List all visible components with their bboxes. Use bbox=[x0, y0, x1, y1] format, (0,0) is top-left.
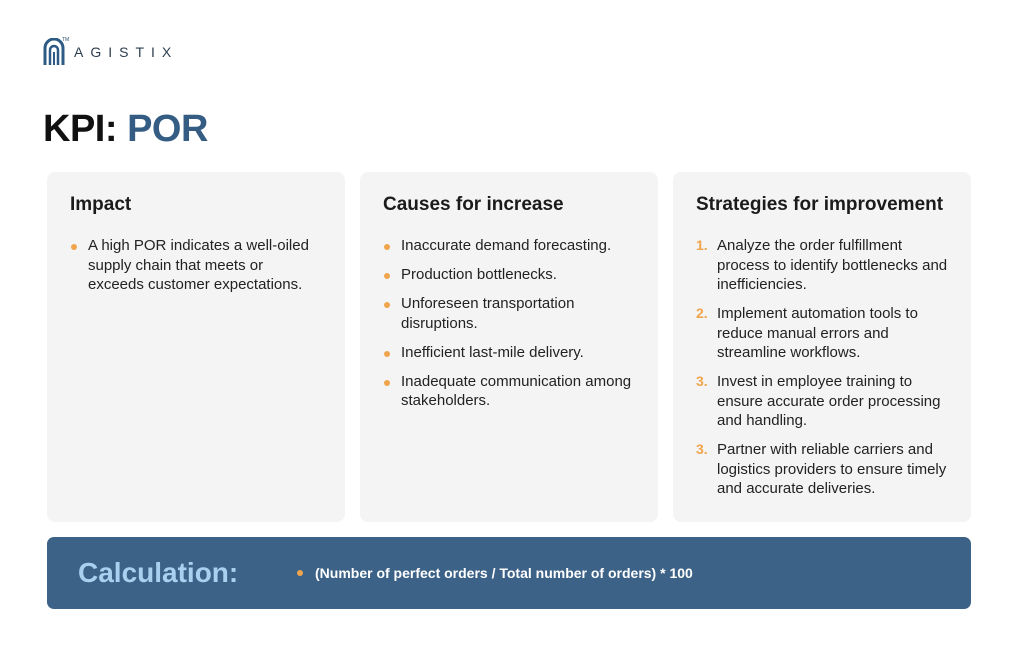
causes-list bbox=[383, 236, 636, 411]
calculation-banner bbox=[47, 537, 971, 609]
causes-heading: Causes for increase bbox=[383, 194, 564, 215]
strategies-card bbox=[673, 172, 971, 522]
agistix-logo bbox=[42, 38, 178, 66]
list-item-text: Partner with reliable carriers and logistics providers to ensure timely and accurate deliveries. bbox=[717, 441, 947, 497]
bullet-dot-icon bbox=[384, 380, 390, 386]
page-title bbox=[43, 108, 208, 151]
list-item bbox=[696, 372, 949, 431]
strategies-heading: Strategies for improvement bbox=[696, 194, 944, 215]
bullet-dot-icon bbox=[384, 302, 390, 308]
list-item-text: Inadequate communication among stakeholders. bbox=[401, 372, 632, 409]
list-item-text: Analyze the order fulfillment process to identify bottlenecks and inefficiencies. bbox=[717, 237, 948, 293]
list-item-text: Invest in employee training to ensure accurate order processing and handling. bbox=[717, 373, 941, 429]
list-item bbox=[696, 236, 949, 295]
bullet-dot-icon bbox=[71, 244, 77, 250]
title-highlight: POR bbox=[127, 108, 208, 150]
title-prefix: KPI: bbox=[43, 108, 117, 150]
bullet-dot-icon bbox=[384, 244, 390, 250]
agistix-logo-mark-icon bbox=[42, 37, 70, 66]
list-item bbox=[383, 265, 636, 285]
list-item-number: 1. bbox=[696, 237, 708, 253]
list-item bbox=[70, 236, 323, 295]
list-item-text: Unforeseen transportation disruptions. bbox=[401, 295, 575, 332]
bullet-dot-icon bbox=[384, 351, 390, 357]
calculation-formula-text: (Number of perfect orders / Total number of orders) * 100 bbox=[315, 565, 693, 581]
list-item bbox=[383, 294, 636, 333]
bullet-dot-icon bbox=[297, 570, 303, 576]
list-item bbox=[383, 343, 636, 363]
impact-heading: Impact bbox=[70, 194, 132, 215]
list-item bbox=[696, 440, 949, 499]
list-item bbox=[696, 304, 949, 363]
list-item-text: Inaccurate demand forecasting. bbox=[401, 237, 612, 254]
list-item-text: A high POR indicates a well-oiled supply chain that meets or exceeds customer expectations. bbox=[88, 237, 309, 293]
list-item-text: Inefficient last-mile delivery. bbox=[401, 343, 584, 361]
list-item bbox=[383, 236, 636, 256]
logo-trademark: TM bbox=[62, 37, 70, 43]
list-item-text: Implement automation tools to reduce manual errors and streamline workflows. bbox=[717, 305, 918, 361]
list-item bbox=[383, 372, 636, 411]
list-item-number: 3. bbox=[696, 373, 708, 389]
calculation-label: Calculation: bbox=[78, 557, 239, 588]
calculation-formula bbox=[297, 565, 693, 581]
list-item-number: 2. bbox=[696, 305, 708, 321]
list-item-number: 3. bbox=[696, 441, 708, 457]
logo-wordmark: AGISTIX bbox=[74, 44, 179, 60]
impact-card bbox=[47, 172, 345, 522]
causes-card bbox=[360, 172, 658, 522]
list-item-text: Production bottlenecks. bbox=[401, 266, 557, 283]
impact-list bbox=[70, 236, 323, 295]
bullet-dot-icon bbox=[384, 273, 390, 279]
strategies-list bbox=[696, 236, 949, 499]
